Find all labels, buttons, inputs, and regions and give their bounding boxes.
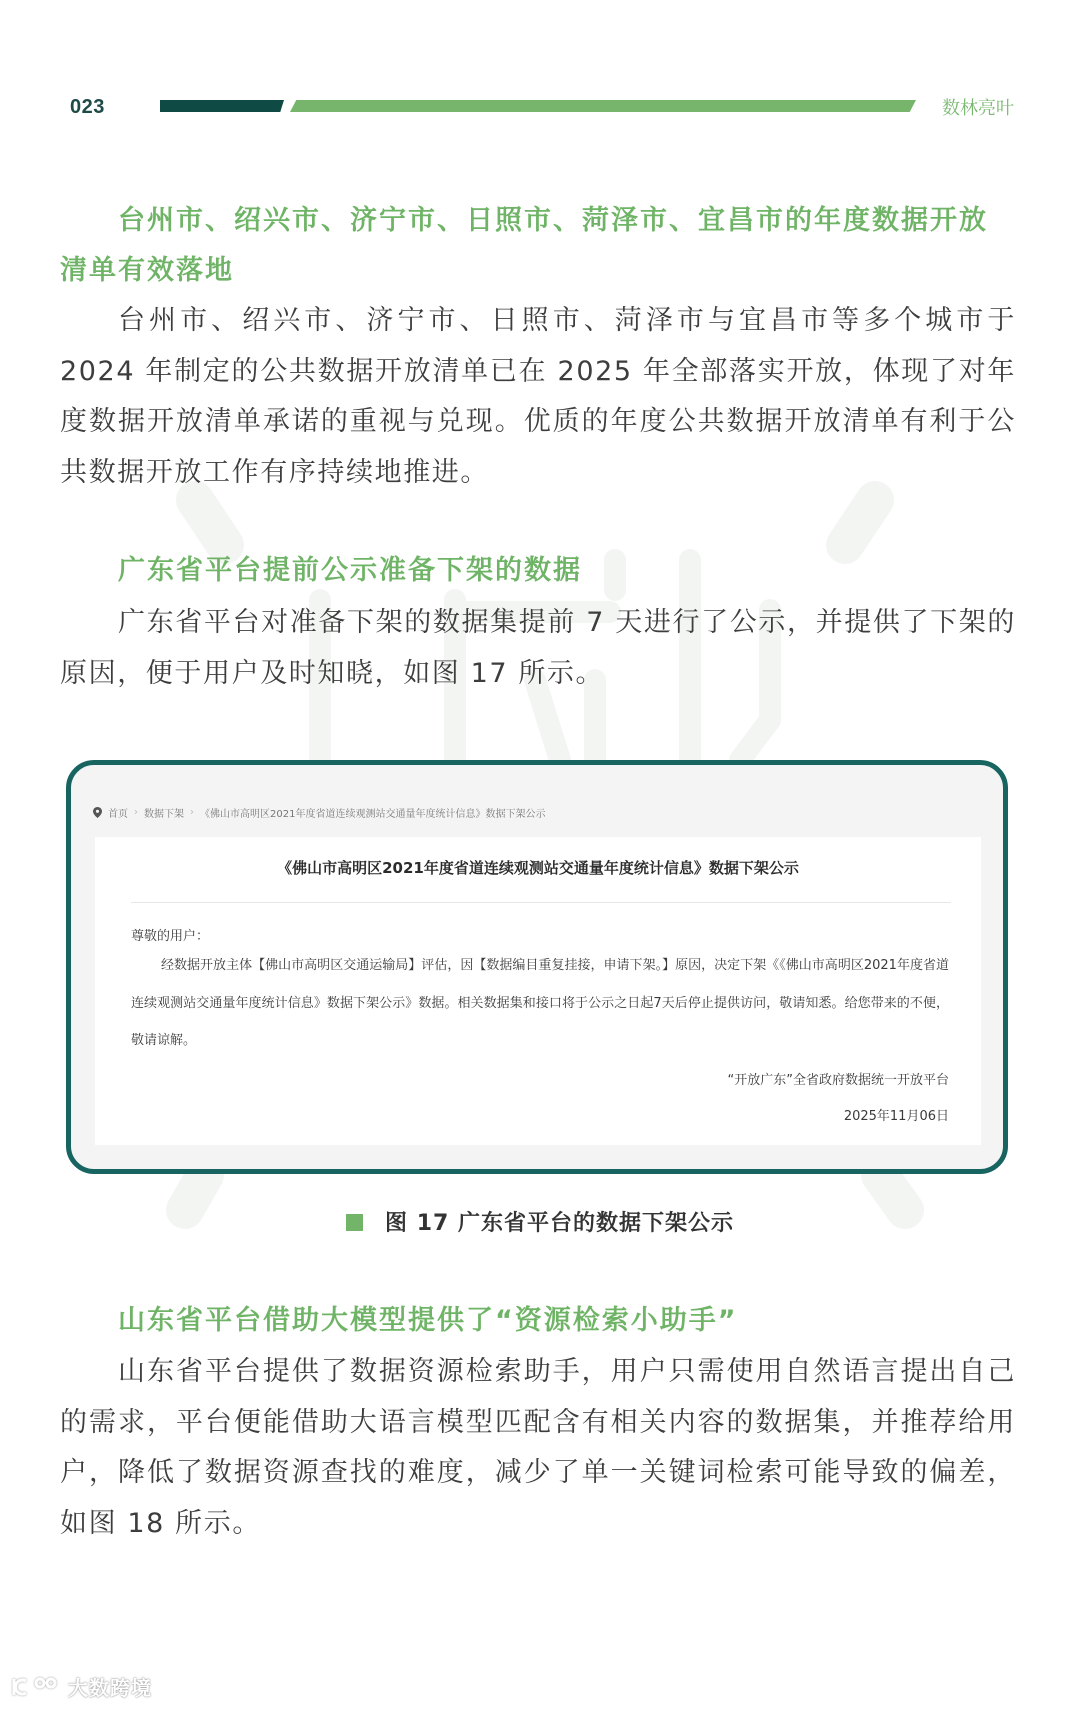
section-heading-annual-lists: 台州市、绍兴市、济宁市、日照市、菏泽市、宜昌市的年度数据开放清单有效落地 bbox=[60, 205, 988, 286]
figure-caption bbox=[0, 1206, 1080, 1237]
caption-text: 图 17 广东省平台的数据下架公示 bbox=[385, 1211, 734, 1236]
notice-title: 《佛山市高明区2021年度省道连续观测站交通量年度统计信息》数据下架公示 bbox=[277, 859, 799, 877]
section-paragraph-shandong: 山东省平台提供了数据资源检索助手，用户只需使用自然语言提出自己的需求，平台便能借助大语言模型匹配含有相关内容的数据集，并推荐给用户，降低了数据资源查找的难度，减少了单一关键词检索可能导致的偏差，如图 18 所示。 bbox=[60, 1356, 1016, 1539]
notice-greeting: 尊敬的用户： bbox=[131, 929, 210, 944]
notice-body: 经数据开放主体【佛山市高明区交通运输局】评估，因【数据编目重复挂接，申请下架。】原因，决定下架《《佛山市高明区2021年度省道连续观测站交通量年度统计信息》数据下架公示》数据。相关数据集和接口将于公示之日起7天后停止提供访问，敬请知悉。给您带来的不便，敬请谅解。 bbox=[131, 958, 949, 1048]
section-paragraph-guangdong: 广东省平台对准备下架的数据集提前 7 天进行了公示，并提供了下架的原因，便于用户及时知晓，如图 17 所示。 bbox=[60, 607, 1016, 689]
header-bar-dark bbox=[160, 100, 284, 112]
divider bbox=[131, 902, 951, 903]
location-pin-icon bbox=[93, 807, 102, 818]
header-bar-green bbox=[290, 100, 916, 112]
chevron-right-icon: › bbox=[190, 807, 194, 818]
page-number: 023 bbox=[70, 96, 105, 118]
breadcrumb-home[interactable]: 首页 bbox=[108, 809, 128, 820]
notice-signature: “开放广东”全省政府数据统一开放平台 bbox=[727, 1073, 949, 1088]
chevron-right-icon: › bbox=[134, 807, 138, 818]
notice-date: 2025年11月06日 bbox=[843, 1109, 949, 1124]
breadcrumb bbox=[93, 805, 545, 820]
breadcrumb-data-removal[interactable]: 数据下架 bbox=[144, 809, 184, 820]
removal-notice-card bbox=[95, 837, 981, 1145]
footer-logo bbox=[10, 1672, 152, 1701]
section-heading-guangdong: 广东省平台提前公示准备下架的数据 bbox=[118, 555, 582, 586]
section-paragraph-annual-lists: 台州市、绍兴市、济宁市、日照市、菏泽市与宜昌市等多个城市于 2024 年制定的公共数据开放清单已在 2025 年全部落实开放，体现了对年度数据开放清单承诺的重视与兑现。优质的年度公共数据开放清单有利于公共数据开放工作有序持续地推进。 bbox=[60, 305, 1016, 488]
figure-17-screenshot bbox=[66, 760, 1008, 1174]
caption-square-icon bbox=[346, 1214, 363, 1231]
page-header bbox=[0, 96, 1080, 126]
logo-mark-icon bbox=[10, 1675, 62, 1699]
breadcrumb-current: 《佛山市高明区2021年度省道连续观测站交通量年度统计信息》数据下架公示 bbox=[200, 809, 546, 820]
section-heading-shandong: 山东省平台借助大模型提供了“资源检索小助手” bbox=[118, 1305, 738, 1336]
footer-logo-text: 大数跨境 bbox=[68, 1676, 152, 1700]
brand-label: 数林亮叶 bbox=[942, 98, 1014, 119]
